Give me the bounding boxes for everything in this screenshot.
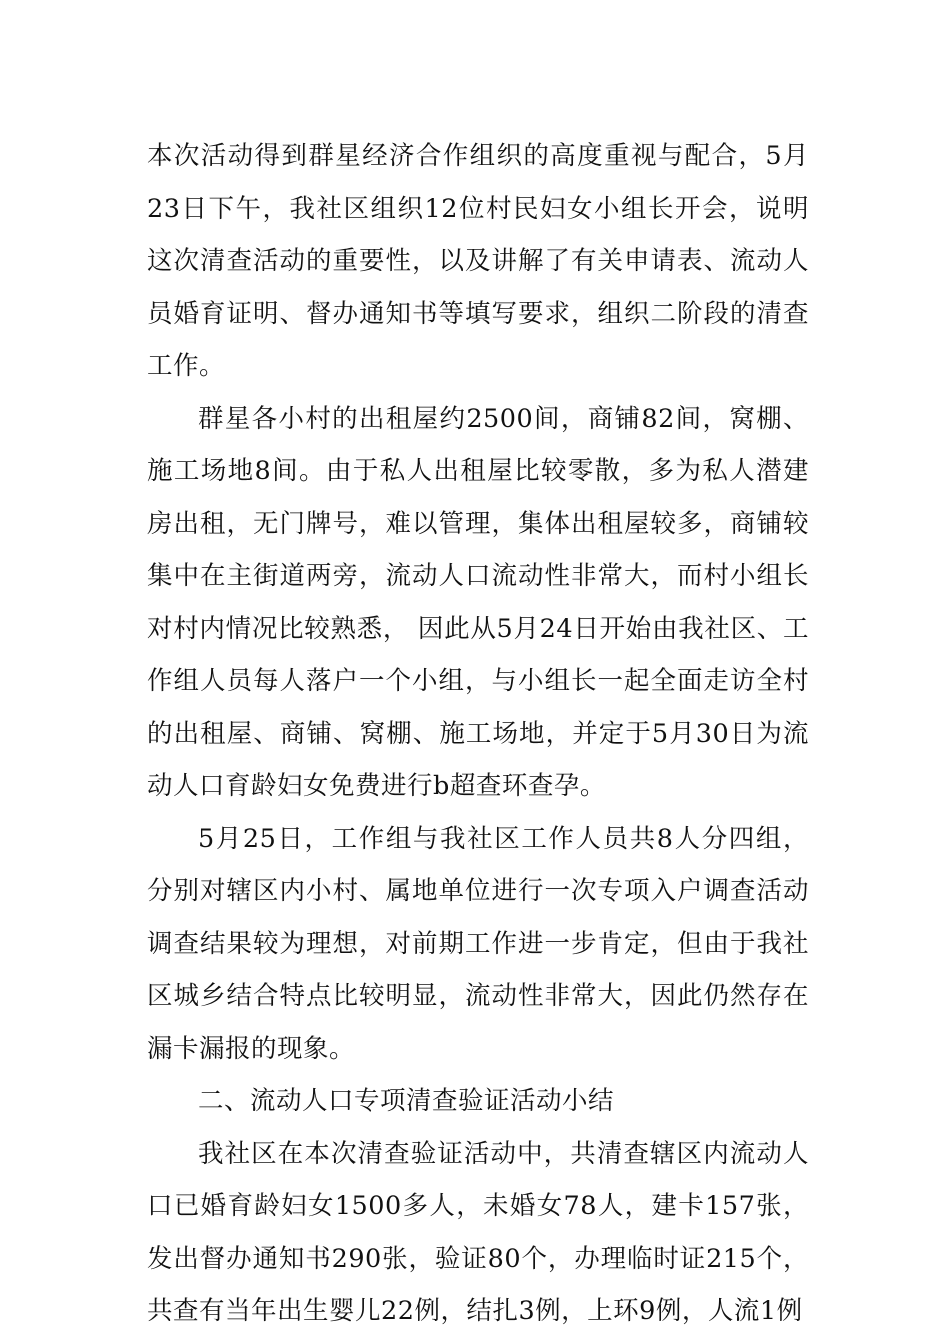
paragraph-meeting: 本次活动得到群星经济合作组织的高度重视与配合，5月23日下午，我社区组织12位村民妇女小组长开会，说明这次清查活动的重要性，以及讲解了有关申请表、流动人员婚育证明、督办通知书等填写要求，组织二阶段的清查工作。 — [147, 141, 809, 381]
paragraph-survey: 5月25日，工作组与我社区工作人员共8人分四组，分别对辖区内小村、属地单位进行一次专项入户调查活动调查结果较为理想，对前期工作进一步肯定，但由于我社区城乡结合特点比较明显，流动性非常大，因此仍然存在漏卡漏报的现象。 — [147, 823, 809, 1064]
section-heading: 二、流动人口专项清查验证活动小结 — [198, 1086, 615, 1116]
document-body — [147, 130, 809, 1338]
paragraph-summary: 我社区在本次清查验证活动中，共清查辖区内流动人口已婚育龄妇女1500多人，未婚女78人，建卡157张，发出督办通知书290张，验证80个，办理临时证215个，共查有当年出生婴儿22例，结扎3例，上环9例，人流1例 — [147, 1138, 809, 1326]
paragraph-rental-housing: 群星各小村的出租屋约2500间，商铺82间，窝棚、施工场地8间。由于私人出租屋比较零散，多为私人潜建房出租，无门牌号，难以管理，集体出租屋较多，商铺较集中在主街道两旁，流动人口流动性非常大，而村小组长对村内情况比较熟悉， 因此从5月24日开始由我社区、工作组人员每人落户一个小组，与小组长一起全面走访全村的出租屋、商铺、窝棚、施工场地，并定于5月30日为流动人口育龄妇女免费进行b超查环查孕。 — [147, 403, 809, 801]
